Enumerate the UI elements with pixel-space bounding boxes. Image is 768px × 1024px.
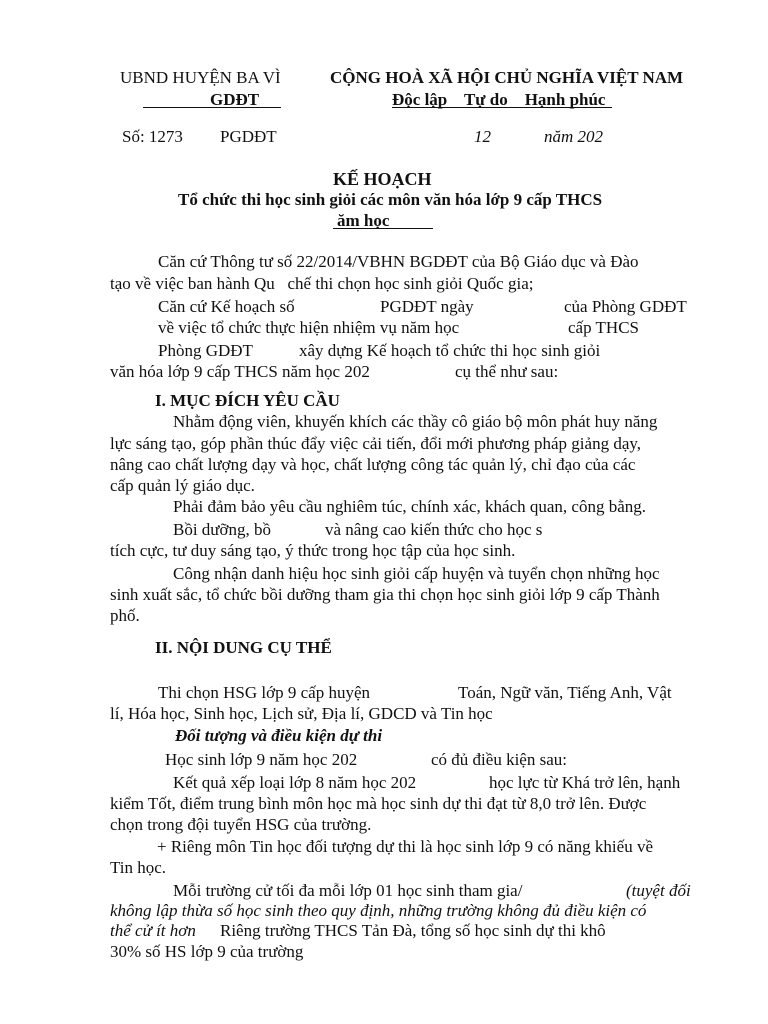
- preamble-line: xây dựng Kế hoạch tổ chức thi học sinh giỏi: [299, 341, 601, 360]
- ref-number: Số: 1273: [122, 127, 183, 146]
- preamble-line: Căn cứ Thông tư số 22/2014/VBHN BGDĐT của Bộ Giáo dục và Đào: [158, 252, 639, 271]
- document-title: KẾ HOẠCH: [333, 169, 432, 189]
- paragraph-line: 30% số HS lớp 9 của trường: [110, 942, 304, 961]
- paragraph-line: chọn trong đội tuyển HSG của trường.: [110, 815, 372, 834]
- document-subtitle-year: ăm học: [337, 211, 390, 230]
- nation-name: CỘNG HOÀ XÃ HỘI CHỦ NGHĨA VIỆT NAM: [330, 68, 684, 87]
- paragraph-line: Công nhận danh hiệu học sinh giỏi cấp huyện và tuyển chọn những học: [173, 564, 660, 583]
- paragraph-line: (tuyệt đối: [626, 881, 691, 900]
- nation-motto: Độc lập Tự do Hạnh phúc: [392, 90, 606, 109]
- paragraph-line: cấp quản lý giáo dục.: [110, 476, 255, 495]
- paragraph-line: Mỗi trường cử tối đa mỗi lớp 01 học sinh tham gia/: [173, 881, 523, 900]
- paragraph-line: nâng cao chất lượng dạy và học, chất lượng công tác quản lý, chỉ đạo của các: [110, 455, 636, 474]
- motto-underline: [392, 107, 612, 108]
- section-heading-content: II. NỘI DUNG CỤ THỂ: [155, 638, 332, 657]
- paragraph-line: thể cử ít hơn: [110, 921, 196, 940]
- preamble-line: của Phòng GDĐT: [564, 297, 687, 316]
- agency-underline: [143, 107, 281, 108]
- paragraph-line: học lực từ Khá trở lên, hạnh: [489, 773, 681, 792]
- preamble-line: Căn cứ Kế hoạch số: [158, 297, 295, 316]
- preamble-line: cụ thể như sau:: [455, 362, 559, 381]
- paragraph-line: Phải đảm bảo yêu cầu nghiêm túc, chính xác, khách quan, công bằng.: [173, 497, 647, 516]
- preamble-line: cấp THCS: [568, 318, 639, 337]
- paragraph-line: kiểm Tốt, điểm trung bình môn học mà học sinh dự thi đạt từ 8,0 trở lên. Được: [110, 794, 647, 813]
- paragraph-line: Kết quả xếp loại lớp 8 năm học 202: [173, 773, 417, 792]
- date-year: năm 202: [544, 127, 604, 146]
- paragraph-line: Thi chọn HSG lớp 9 cấp huyện: [158, 683, 371, 702]
- paragraph-line: Riêng trường THCS Tản Đà, tổng số học sinh dự thi khô: [220, 921, 606, 940]
- paragraph-line: Toán, Ngữ văn, Tiếng Anh, Vật: [458, 683, 672, 702]
- paragraph-line: Tin học.: [110, 858, 167, 877]
- subheading-eligibility: Đối tượng và điều kiện dự thi: [175, 726, 383, 745]
- paragraph-line: + Riêng môn Tin học đối tượng dự thi là học sinh lớp 9 có năng khiếu về: [157, 837, 653, 856]
- paragraph-line: Nhằm động viên, khuyến khích các thầy cô giáo bộ môn phát huy năng: [173, 412, 658, 431]
- paragraph-line: Học sinh lớp 9 năm học 202: [165, 750, 358, 769]
- section-heading-purpose: I. MỤC ĐÍCH YÊU CẦU: [155, 391, 340, 410]
- preamble-line: Phòng GDĐT: [158, 341, 253, 360]
- agency-name: UBND HUYỆN BA VÌ: [120, 68, 281, 87]
- paragraph-line: Bồi dưỡng, bồ: [173, 520, 272, 539]
- preamble-line: về việc tổ chức thực hiện nhiệm vụ năm học: [158, 318, 460, 337]
- paragraph-line: và nâng cao kiến thức cho học s: [325, 520, 543, 539]
- title-underline: [333, 228, 433, 229]
- document-subtitle: Tổ chức thi học sinh giỏi các môn văn hóa lớp 9 cấp THCS: [178, 190, 603, 209]
- paragraph-line: tích cực, tư duy sáng tạo, ý thức trong học tập của học sinh.: [110, 541, 516, 560]
- paragraph-line: lực sáng tạo, góp phần thúc đẩy việc cải tiến, đổi mới phương pháp giảng dạy,: [110, 434, 642, 453]
- paragraph-line: không lập thừa số học sinh theo quy định, những trường không đủ điều kiện có: [110, 901, 647, 920]
- agency-department: GDĐT: [210, 90, 260, 109]
- paragraph-line: có đủ điều kiện sau:: [431, 750, 567, 769]
- paragraph-line: sinh xuất sắc, tổ chức bồi dưỡng tham gia thi chọn học sinh giỏi lớp 9 cấp Thành: [110, 585, 660, 604]
- paragraph-line: lí, Hóa học, Sinh học, Lịch sử, Địa lí, GDCD và Tin học: [110, 704, 493, 723]
- date-day: 12: [474, 127, 491, 146]
- preamble-line: văn hóa lớp 9 cấp THCS năm học 202: [110, 362, 370, 381]
- ref-code: PGDĐT: [220, 127, 277, 146]
- preamble-line: tạo về việc ban hành Qu chế thi chọn học sinh giỏi Quốc gia;: [110, 274, 534, 293]
- paragraph-line: phố.: [110, 606, 140, 625]
- preamble-line: PGDĐT ngày: [380, 297, 474, 316]
